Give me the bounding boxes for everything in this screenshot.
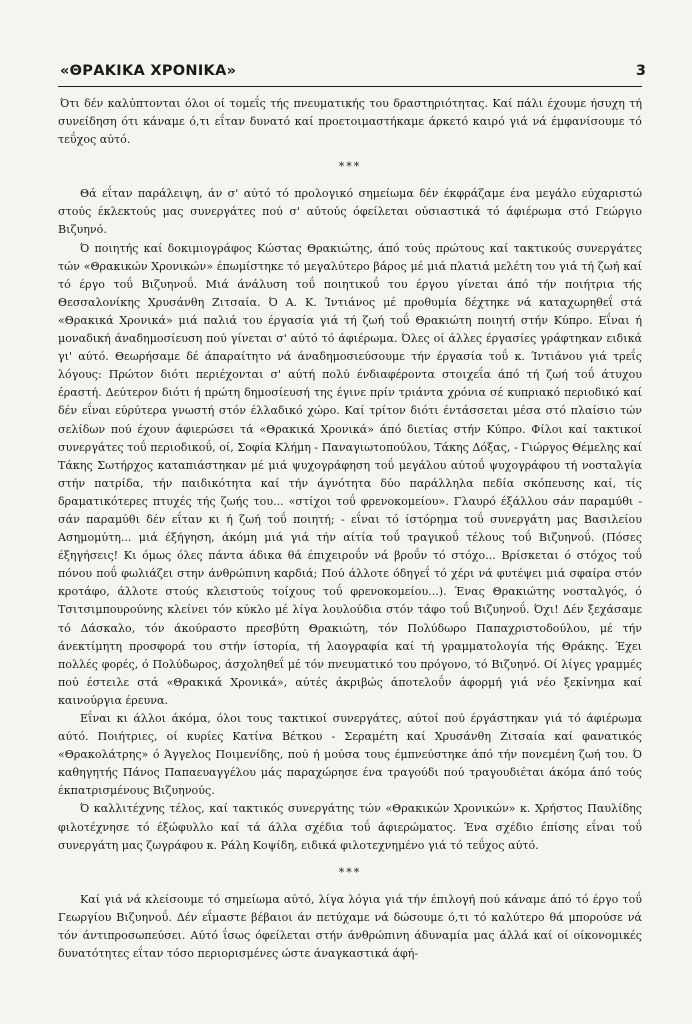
paragraph-5: Ό καλλιτέχνης τέλος, καί τακτικός συνεργάτης τών «Θρακικών Χρονικών» κ. Χρήστος Παυλίδης φιλοτέχνησε τό έξώφυλλο καί τά άλλα σχέδια τοΰ άφιερώματος. Ένα σχέδιο έπίσης εΐναι τοΰ συνεργάτη μας ζωγράφου κ. Ράλη Κοψίδη, ειδικά φιλοτεχνημένο γιά τό τεΰχος αύτό. bbox=[58, 802, 642, 852]
section-separator-2: *** bbox=[338, 865, 362, 879]
paragraph-1: Ότι δέν καλύπτονται όλοι οί τομεΐς τής πνευματικής του δραστηριότητας. Καί πάλι έχουμε ήσυχη τή συνείδηση ότι κάναμε ό,τι εΐταν δυνατό καί προετοιμαστήκαμε άρκετό καιρό γιά νά έμφανίσουμε τό τεΰχος αύτό. bbox=[58, 97, 642, 147]
article-body bbox=[58, 95, 642, 963]
running-header bbox=[58, 63, 646, 81]
paragraph-4: Εΐναι κι άλλοι άκόμα, όλοι τους τακτικοί συνεργάτες, αύτοί πού έργάστηκαν γιά τό άφιέρωμα αύτό. Ποιήτριες, οί κυρίες Κατίνα Βέτκου - Σεραμέτη καί Χρυσάνθη Ζιτσαία καί φανατικός «Θρακολάτρης» ό Άγγελος Ποιμενίδης, πού ή μούσα τους έμπνεύστηκε άπό τήν πονεμένη ζωή του. Ό καθηγητής Πάνος Παπαευαγγέλου μάς παραχώρησε ένα τραγούδι πού τραγουδιέται άκόμα άπό τούς έκπατρισμένους Βιζυηνούς. bbox=[58, 712, 642, 798]
section-separator-1: *** bbox=[338, 160, 362, 174]
header-rule bbox=[58, 86, 642, 87]
paragraph-6: Καί γιά νά κλείσουμε τό σημείωμα αύτό, λίγα λόγια γιά τήν έπιλογή πού κάναμε άπό τό έργο τοΰ Γεωργίου Βιζυηνοΰ. Δέν εΐμαστε βέβαιοι άν πετύχαμε νά δώσουμε ό,τι τό καλύτερο θά μπορούσε νά τόν άντιπροσωπεύσει. Αύτό ΐσως όφείλεται στήν άνθρώπινη άδυναμία μας άλλά καί οί οίκονομικές δυνατότητες εΐταν τόσο περιορισμένες ώστε άναγκαστικά άφή- bbox=[58, 892, 642, 961]
journal-title: «ΘΡΑΚΙΚΑ ΧΡΟΝΙΚΑ» bbox=[60, 63, 237, 79]
paragraph-2: Θά εΐταν παράλειψη, άν σ' αύτό τό προλογικό σημείωμα δέν έκφράζαμε ένα μεγάλο εύχαριστώ στούς έκλεκτούς μας συνεργάτες πού σ' αύτούς όφείλεται ούσιαστικά τό άφιέρωμα στό Γεώργιο Βιζυηνό. bbox=[58, 187, 642, 237]
page-number: 3 bbox=[635, 63, 646, 79]
paragraph-3: Ό ποιητής καί δοκιμιογράφος Κώστας Θρακιώτης, άπό τούς πρώτους καί τακτικούς συνεργάτες τών «Θρακικών Χρονικών» έπωμίστηκε τό μεγαλύτερο βάρος μέ μιά πλατιά μελέτη του γιά τή ζωή καί τό έργο τοΰ Βιζυηνοΰ. Μιά άνάλυση τοΰ ποιητικοΰ του έργου γίνεται άπό τήν ποιήτρια τής Θεσσαλονίκης Χρυσάνθη Ζιτσαία. Ό Α. Κ. Ίντιάνος μέ προθυμία δέχτηκε νά καταχωρηθεΐ στά «Θρακικά Χρονικά» μιά παλιά του έργασία γιά τή ζωή τοΰ Θρακιώτη ποιητή στήν Κύπρο. Εΐναι ή μοναδική άναδημοσίευση πού γίνεται σ' αύτό τό άφιέρωμα. Όλες οί άλλες έργασίες γράφτηκαν ειδικά γι' αύτό. Θεωρήσαμε δέ άπαραίτητο νά άναδημοσιεύσουμε τήν έργασία τοΰ κ. Ίντιάνου γιά τρεΐς λόγους: Πρώτον διότι περιέχονται σ' αύτή πολύ ένδιαφέροντα στοιχεΐα άπό τή ζωή τοΰ άτυχου έραστή. Δεύτερον διότι ή πρώτη δημοσίευσή της έγινε πρίν τριάντα χρόνια σέ κυπριακό περιοδικό καί δέν εΐναι εύρύτερα γνωστή στόν έλλαδικό χώρο. Καί τρίτον διότι έντάσσεται μέσα στό πλαίσιο τών σελίδων πού έχουν άφιερώσει τά «Θρακικά Χρονικά» άπό διετίας στήν Κύπρο. Φίλοι καί τακτικοί συνεργάτες τοΰ περιοδικοΰ, οί, Σοφία Κλήμη - Παναγιωτοπούλου, Τάκης Δόξας, - Γιώργος Θέμελης καί Τάκης Σωτήρχος καταπιάστηκαν μέ μιά ψυχογράφηση τοΰ μεγάλου αύτοΰ ψυχογράφου τή νοσταλγία στήν πατρίδα, τήν παιδικότητα καί τήν άγνότητα δύο παράλληλα πεδία σκόπευσης καί, τίς δραματικότερες πτυχές τής ζωής του... «στίχοι τοΰ φρενοκομείου». Γλαυρό έξάλλου σάν παραμύθι - σάν παραμύθι δέν εΐταν κι ή ζωή τοΰ ποιητή; - εΐναι τό ίστόρημα τοΰ συνεργάτη μας Βασιλείου Ασημομύτη... μιά έξήγηση, άκόμη μιά γιά τήν αίτία τοΰ τραγικοΰ τέλους τοΰ Βιζυηνοΰ. (Πόσες έξηγήσεις! Κι όμως όλες πάντα άδικα θά έπιχειροΰν νά βροΰν τό στόχο... Βρίσκεται ό στόχος τοΰ πόνου ποΰ φωλιάζει στην άνθρώπινη καρδιά; Πού άλλοτε όδηγεΐ τό χέρι νά φυτέψει μιά σφαίρα στόν κροτάφο, άλλοτε στούς κλειστούς τοίχους τοΰ φρενοκομείου...). Ένας Θρακιώτης νοσταλγός, ό Τσιτσιμπουρούνης κλείνει τόν κύκλο μέ λίγα λουλούδια στόν τάφο τοΰ Βιζυηνοΰ. Όχι! Δέν ξεχάσαμε τό Δάσκαλο, τόν άκούραστο πρεσβύτη Θρακιώτη, τόν Πολύδωρο Παπαχριστοδούλου, μέ τήν άνεκτίμητη προσφορά του στήν ίστορία, τή λαογραφία καί τή γραμματολογία τής Θράκης. Έχει πολλές φορές, ό Πολύδωρος, άσχοληθεΐ μέ τόν πνευματικό του πρόγονο, τό Βιζυηνό. Οί λίγες γραμμές πού έστειλε στά «Θρακικά Χρονικά», αύτές άκριβώς άποτελοΰν άφορμή γιά νέο ξεκίνημα καί καινούργια έρευνα. bbox=[58, 241, 642, 707]
